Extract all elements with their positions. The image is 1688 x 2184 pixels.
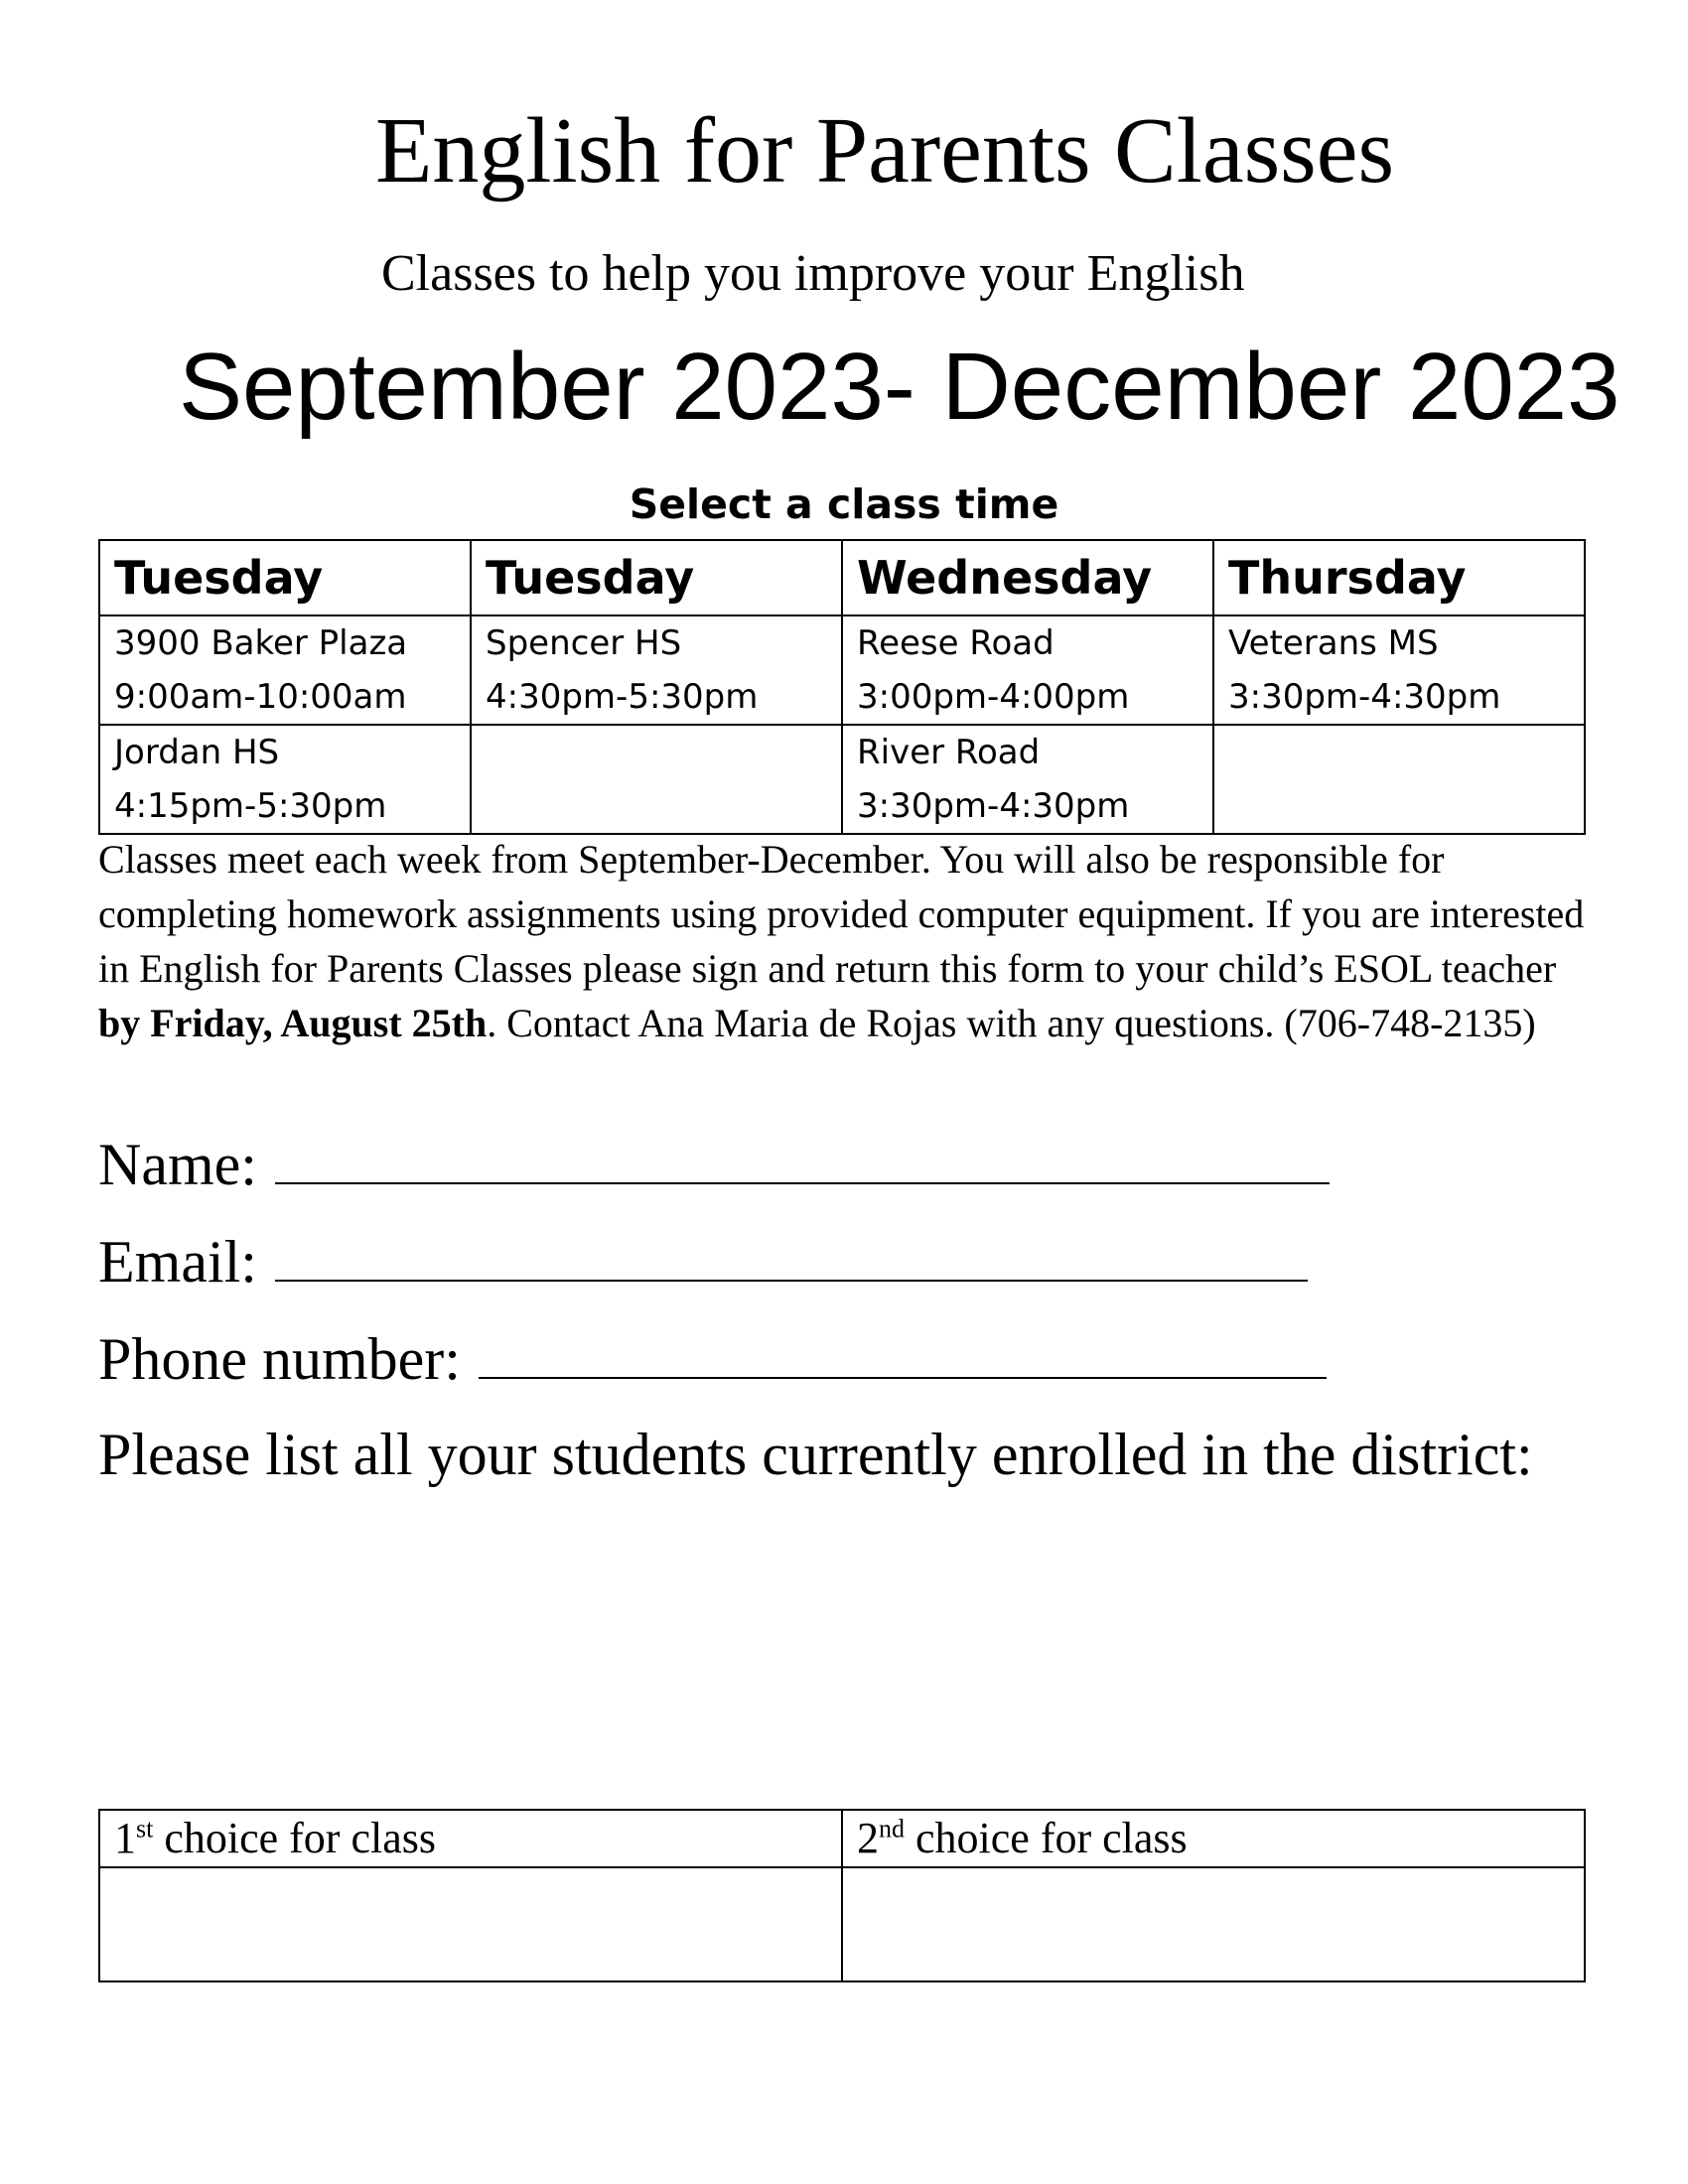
- choice-header-row: [99, 1810, 1585, 1867]
- class-option-cell[interactable]: [99, 615, 471, 725]
- page-subtitle: Classes to help you improve your English: [381, 245, 1245, 302]
- schedule-label: Select a class time: [629, 480, 1059, 528]
- class-schedule-table: [98, 539, 1586, 835]
- phone-field: [98, 1326, 1327, 1392]
- schedule-day-header: Thursday: [1213, 540, 1585, 615]
- class-option-cell[interactable]: [842, 725, 1213, 834]
- first-choice-label: choice for class: [153, 1814, 436, 1862]
- info-contact-text: . Contact Ana Maria de Rojas with any questions. (706-748-2135): [487, 1001, 1536, 1045]
- schedule-header-row: [99, 540, 1585, 615]
- email-field: [98, 1229, 1308, 1295]
- second-choice-header: [842, 1810, 1585, 1867]
- class-time: 4:30pm-5:30pm: [486, 677, 759, 717]
- second-choice-label: choice for class: [905, 1814, 1188, 1862]
- class-time: 9:00am-10:00am: [114, 677, 407, 717]
- first-choice-suffix: st: [136, 1814, 154, 1843]
- date-range: September 2023- December 2023: [179, 334, 1620, 440]
- name-label: Name:: [98, 1132, 257, 1197]
- second-choice-input-cell[interactable]: [842, 1867, 1585, 1981]
- class-location: Jordan HS: [114, 733, 280, 772]
- class-option-cell[interactable]: [471, 615, 842, 725]
- phone-label: Phone number:: [98, 1326, 461, 1392]
- class-location: 3900 Baker Plaza: [114, 623, 408, 663]
- schedule-day-header: Wednesday: [842, 540, 1213, 615]
- class-option-cell[interactable]: [1213, 615, 1585, 725]
- empty-cell: [1213, 725, 1585, 834]
- class-location: Reese Road: [857, 623, 1055, 663]
- students-list-label: Please list all your students currently enrolled in the district:: [98, 1422, 1533, 1487]
- empty-cell: [471, 725, 842, 834]
- deadline-text: by Friday, August 25th: [98, 1001, 488, 1045]
- class-location: Veterans MS: [1228, 623, 1439, 663]
- class-location: River Road: [857, 733, 1041, 772]
- schedule-day-header: Tuesday: [99, 540, 471, 615]
- schedule-day-header: Tuesday: [471, 540, 842, 615]
- info-paragraph: [98, 832, 1608, 1050]
- schedule-row: [99, 725, 1585, 834]
- choice-input-row: [99, 1867, 1585, 1981]
- class-choice-table: [98, 1809, 1586, 1982]
- class-option-cell[interactable]: [842, 615, 1213, 725]
- class-time: 3:30pm-4:30pm: [1228, 677, 1501, 717]
- email-input-line[interactable]: [275, 1238, 1308, 1282]
- class-option-cell[interactable]: [99, 725, 471, 834]
- info-text: Classes meet each week from September-December. You will also be responsible for completing homework assignments using provided computer equipment. If you are interested in English for Parents Classes please sign and return this form to your child’s ESOL teacher: [98, 837, 1585, 991]
- schedule-row: [99, 615, 1585, 725]
- class-time: 3:00pm-4:00pm: [857, 677, 1130, 717]
- name-field: [98, 1132, 1330, 1197]
- first-choice-input-cell[interactable]: [99, 1867, 842, 1981]
- name-input-line[interactable]: [275, 1141, 1330, 1184]
- first-choice-header: [99, 1810, 842, 1867]
- second-choice-number: 2: [857, 1814, 879, 1862]
- class-location: Spencer HS: [486, 623, 682, 663]
- second-choice-suffix: nd: [879, 1814, 905, 1843]
- phone-input-line[interactable]: [479, 1335, 1327, 1379]
- class-time: 4:15pm-5:30pm: [114, 786, 387, 826]
- first-choice-number: 1: [114, 1814, 136, 1862]
- email-label: Email:: [98, 1229, 257, 1295]
- class-time: 3:30pm-4:30pm: [857, 786, 1130, 826]
- page-title: English for Parents Classes: [375, 99, 1395, 203]
